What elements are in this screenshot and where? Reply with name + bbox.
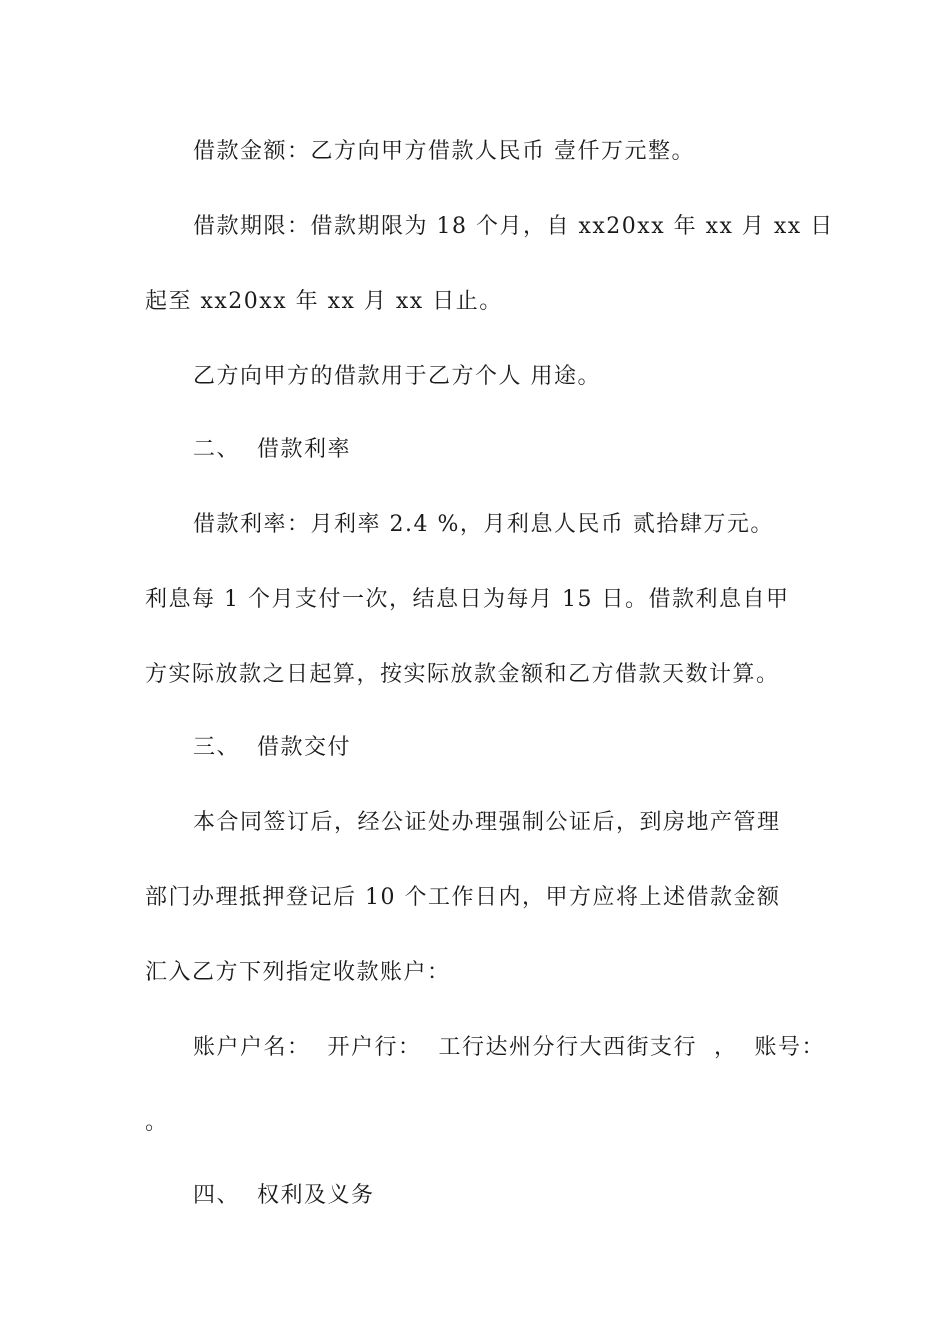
account-details-continuation-line: 。 <box>145 1110 169 1135</box>
loan-purpose-line: 乙方向甲方的借款用于乙方个人 用途。 <box>193 364 601 389</box>
delivery-deadline-line: 部门办理抵押登记后 10 个工作日内，甲方应将上述借款金额 <box>145 885 781 910</box>
loan-term-continuation-line: 起至 xx20xx 年 xx 月 xx 日止。 <box>145 289 503 314</box>
interest-payment-line: 利息每 1 个月支付一次，结息日为每月 15 日。借款利息自甲 <box>145 587 790 612</box>
section-heading-loan-delivery: 三、 借款交付 <box>193 735 351 760</box>
delivery-account-line: 汇入乙方下列指定收款账户： <box>145 960 451 985</box>
loan-term-line: 借款期限：借款期限为 18 个月，自 xx20xx 年 xx 月 xx 日 <box>193 214 834 239</box>
account-details-line: 账户户名： 开户行： 工行达州分行大西街支行 ， 账号： <box>193 1035 825 1060</box>
section-heading-rights-obligations: 四、 权利及义务 <box>193 1183 375 1208</box>
delivery-condition-line: 本合同签订后，经公证处办理强制公证后，到房地产管理 <box>193 810 781 835</box>
section-heading-interest-rate: 二、 借款利率 <box>193 437 351 462</box>
interest-calculation-line: 方实际放款之日起算，按实际放款金额和乙方借款天数计算。 <box>145 662 780 687</box>
interest-rate-line: 借款利率：月利率 2.4 %，月利息人民币 贰拾肆万元。 <box>193 512 774 537</box>
loan-amount-line: 借款金额：乙方向甲方借款人民币 壹仟万元整。 <box>193 139 695 164</box>
